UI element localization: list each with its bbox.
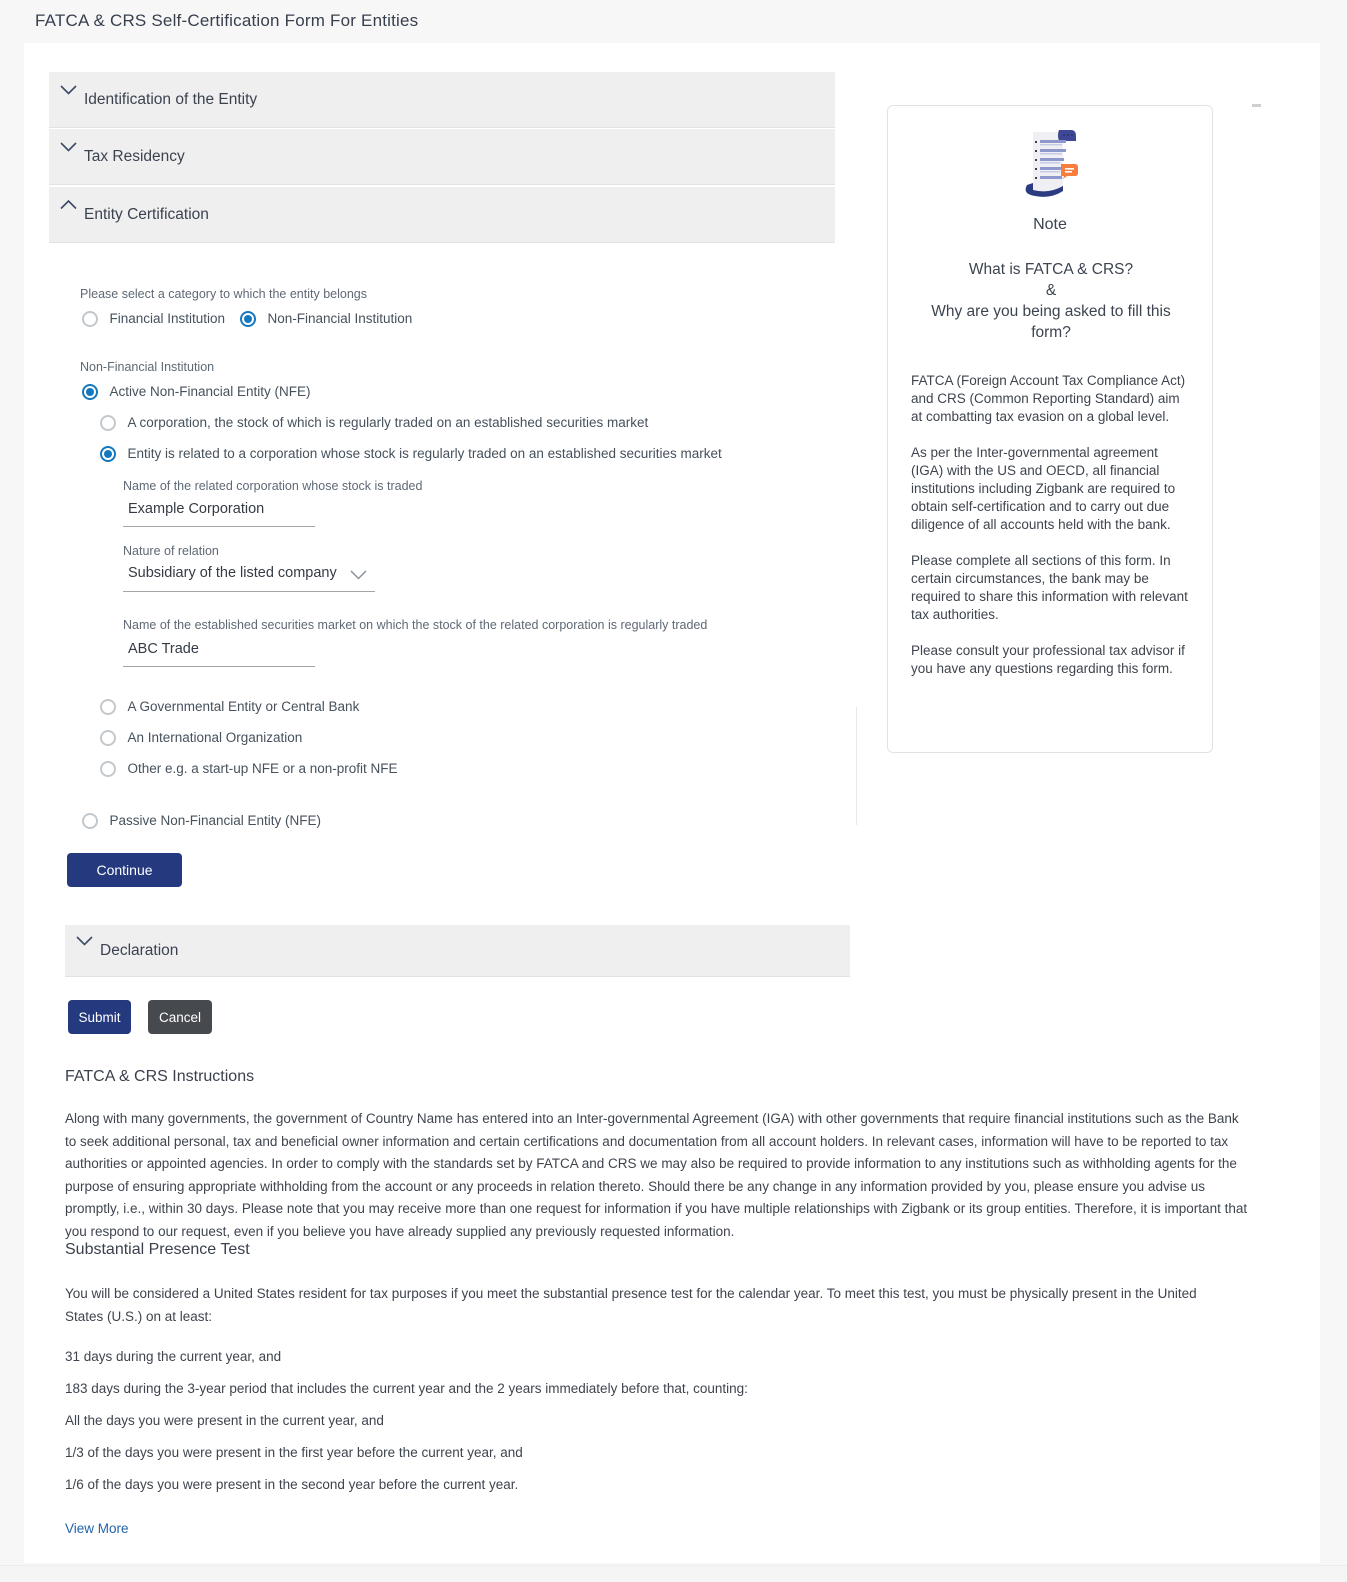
chevron-down-icon — [76, 936, 93, 946]
chevron-down-icon — [60, 142, 77, 152]
accordion-label: Identification of the Entity — [84, 90, 258, 108]
spt-item: 1/3 of the days you were present in the first year before the current year, and — [65, 1445, 523, 1460]
page-title: FATCA & CRS Self-Certification Form For Entities — [35, 11, 419, 30]
accordion-label: Tax Residency — [84, 147, 185, 165]
accordion-entity-certification[interactable] — [49, 187, 835, 243]
radio-icon-selected[interactable] — [100, 446, 116, 462]
scrollbar-remnant — [1252, 104, 1261, 107]
note-paragraph: As per the Inter-governmental agreement (IGA) with the US and OECD, all financial institutions including Zigbank are required to obtain self-certification and to carry out due diligence of all accounts held with the bank. — [911, 445, 1176, 532]
note-title: Note — [1033, 216, 1067, 233]
chevron-down-icon — [350, 570, 367, 580]
radio-other-nfe[interactable]: Other e.g. a start-up NFE or a non-profit NFE — [100, 760, 398, 777]
continue-button[interactable]: Continue — [67, 853, 182, 887]
nature-of-relation-value: Subsidiary of the listed company — [128, 565, 337, 581]
footer-strip — [0, 1565, 1347, 1582]
non-financial-group-label: Non-Financial Institution — [80, 360, 215, 374]
radio-active-nfe[interactable]: Active Non-Financial Entity (NFE) — [82, 383, 311, 400]
submit-button[interactable]: Submit — [68, 1000, 131, 1034]
radio-international-organization[interactable]: An International Organization — [100, 729, 302, 746]
instructions-body: Along with many governments, the government of Country Name has entered into an Inter-governmental Agreement (IGA) with other governments that require financial institutions such as the Bank to seek additional personal, tax and beneficial owner information and certain certifications and documentation from all account holders. In relevant cases, information will have to be reported to tax authorities or appointed agencies. In order to comply with the standards set by FATCA and CRS we may also be required to provide information to any institutions such as withholding agents for the purpose of ensuring appropriate withholding from the account or any proceeds in relation thereto. Should there be any change in any information provided by you, please ensure you advise us promptly, i.e., within 30 days. Please note that you may receive more than one request for information if you have multiple relationships with Zigbank or its group entities. Therefore, it is important that you respond to our request, even if you believe you have already supplied any previously requested information. — [65, 1111, 1248, 1239]
radio-icon[interactable] — [100, 730, 116, 746]
category-question-label: Please select a category to which the entity belongs — [80, 287, 367, 301]
radio-governmental-entity[interactable]: A Governmental Entity or Central Bank — [100, 698, 359, 715]
radio-icon[interactable] — [100, 761, 116, 777]
radio-icon[interactable] — [82, 813, 98, 829]
nature-of-relation-label: Nature of relation — [123, 544, 219, 558]
spt-item: 1/6 of the days you were present in the second year before the current year. — [65, 1477, 519, 1492]
note-panel — [887, 105, 1213, 753]
accordion-declaration[interactable] — [65, 925, 850, 977]
radio-passive-nfe[interactable]: Passive Non-Financial Entity (NFE) — [82, 812, 321, 829]
radio-icon[interactable] — [100, 415, 116, 431]
accordion-label: Entity Certification — [84, 205, 209, 223]
radio-icon[interactable] — [82, 311, 98, 327]
securities-market-input[interactable] — [123, 637, 315, 667]
radio-non-financial-institution[interactable]: Non-Financial Institution — [240, 310, 412, 327]
radio-icon[interactable] — [100, 699, 116, 715]
scrollbar-track[interactable] — [856, 707, 857, 825]
corporation-name-input[interactable] — [123, 497, 315, 527]
cancel-button[interactable]: Cancel — [148, 1000, 212, 1034]
accordion-label: Declaration — [100, 941, 179, 959]
note-document-icon — [888, 128, 1212, 205]
radio-icon-selected[interactable] — [82, 384, 98, 400]
instructions-title: FATCA & CRS Instructions — [65, 1068, 255, 1085]
securities-market-label: Name of the established securities market on which the stock of the related corporation is regularly traded — [123, 618, 708, 632]
accordion-identification-of-entity[interactable] — [49, 72, 835, 128]
spt-item: 31 days during the current year, and — [65, 1349, 282, 1364]
radio-corporation-traded[interactable]: A corporation, the stock of which is regularly traded on an established securities market — [100, 414, 648, 431]
view-more-link[interactable]: View More — [65, 1521, 129, 1536]
radio-entity-related-corporation[interactable]: Entity is related to a corporation whose stock is regularly traded on an established securities market — [100, 445, 722, 462]
note-heading-line1: What is FATCA & CRS? — [968, 261, 1134, 278]
substantial-presence-test-title: Substantial Presence Test — [65, 1241, 250, 1258]
note-heading — [912, 259, 1190, 343]
note-paragraph: FATCA (Foreign Account Tax Compliance Act) and CRS (Common Reporting Standard) aim at combatting tax evasion on a global level. — [911, 373, 1186, 424]
nature-of-relation-select[interactable] — [123, 562, 375, 592]
note-paragraph: Please complete all sections of this form. In certain circumstances, the bank may be required to share this information with relevant tax authorities. — [911, 553, 1188, 622]
note-paragraph: Please consult your professional tax advisor if you have any questions regarding this form. — [911, 643, 1185, 676]
chevron-down-icon — [60, 85, 77, 95]
spt-item: 183 days during the 3-year period that includes the current year and the 2 years immediately before that, counting: — [65, 1381, 748, 1396]
note-heading-line2: & — [1045, 282, 1057, 299]
radio-icon-selected[interactable] — [240, 311, 256, 327]
radio-financial-institution[interactable]: Financial Institution — [82, 310, 225, 327]
spt-item: All the days you were present in the current year, and — [65, 1413, 384, 1428]
note-heading-line3: Why are you being asked to fill this form? — [931, 303, 1171, 341]
accordion-tax-residency[interactable] — [49, 129, 835, 185]
corporation-name-label: Name of the related corporation whose stock is traded — [123, 479, 423, 493]
spt-intro: You will be considered a United States resident for tax purposes if you meet the substantial presence test for the calendar year. To meet this test, you must be physically present in the United States (U.S.) on at least: — [65, 1286, 1197, 1324]
chevron-up-icon — [60, 200, 77, 210]
note-paragraphs — [911, 372, 1189, 696]
